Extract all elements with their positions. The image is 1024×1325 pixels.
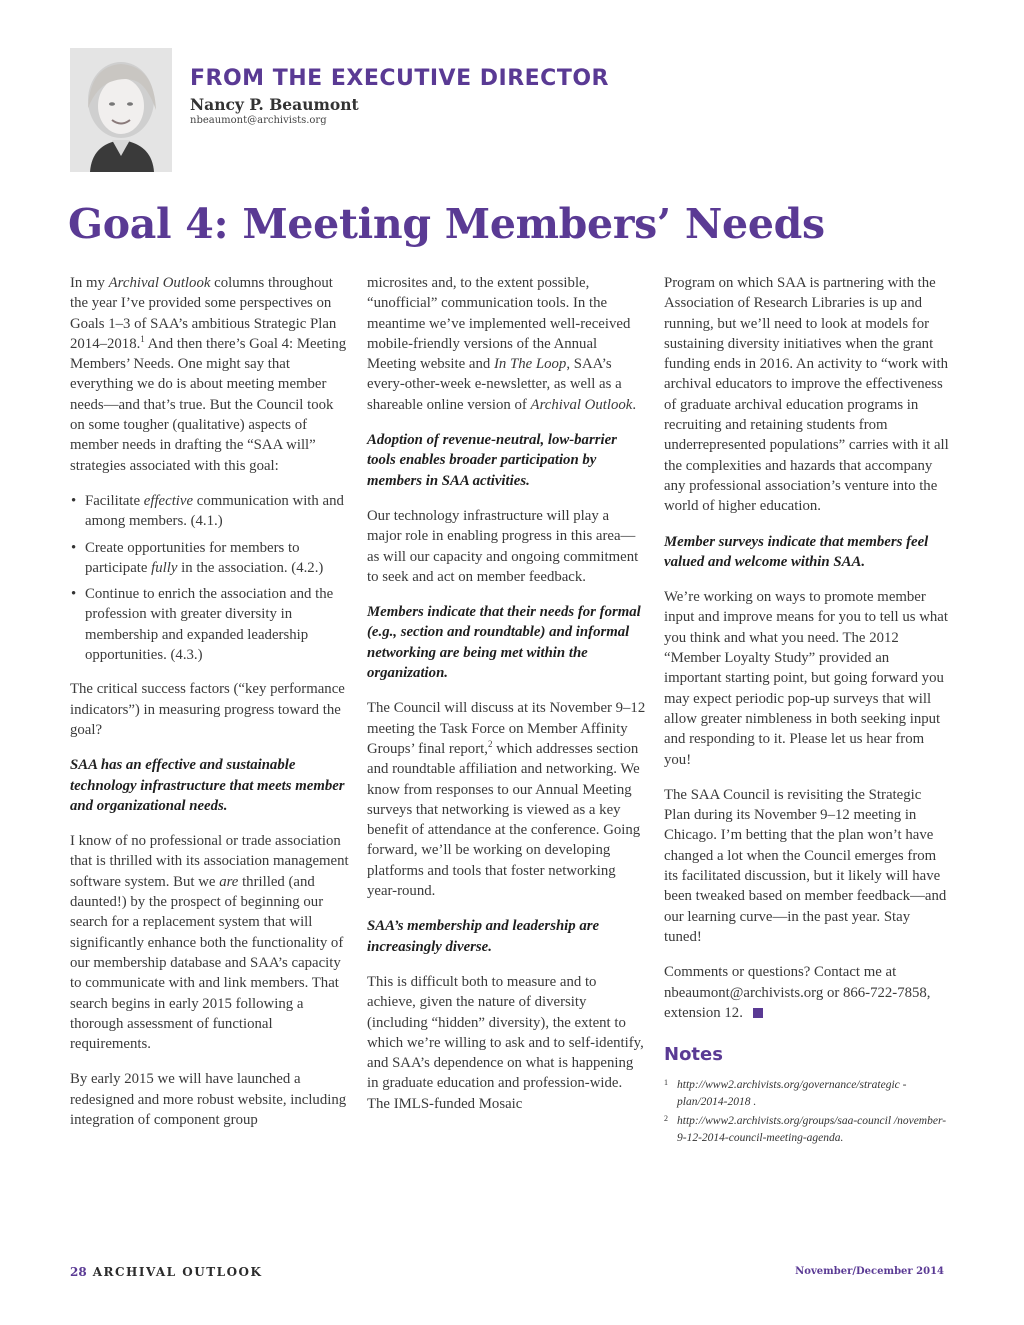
paragraph: The SAA Council is revisiting the Strategic Plan during its November 9–12 meeting in Chicago. I’m betting that the plan won’t have changed a lot when the Council emerges from its facilitated discussion, but it likely will have been tweaked based on member feedback—and our learning curve—in the past year. Stay tuned! xyxy=(664,786,947,945)
footer-left xyxy=(70,1265,262,1279)
paragraph: The Council will discuss at its November 9–12 meeting the Task Force on Member Affinity Groups’ final report,$^2$ which addresses section and roundtable affiliation and networking. We know from responses to our Annual Meeting surveys that networking is viewed as a key benefit of attendance at the conference. Going forward, we’ll be working on developing platforms and tools that foster networking year-round. xyxy=(367,700,646,900)
paragraph: In my Archival Outlook columns throughout the year I’ve provided some perspectives on Goals 1–3 of SAA’s ambitious Strategic Plan 2014–2018.$^1$ And then there’s Goal 4: Meeting Members’ Needs. One might say that everything we do is about meeting member needs—and that’s true. But the Council took on some tougher (qualitative) aspects of member needs in drafting the “SAA will” strategies associated with this goal: xyxy=(70,275,347,474)
author-name: Nancy P. Beaumont xyxy=(190,95,359,114)
list-item: • Create opportunities for members to participate fully in the association. (4.2.) xyxy=(70,538,350,579)
notes-heading: Notes xyxy=(664,1044,723,1066)
publication-name: ARCHIVAL OUTLOOK xyxy=(92,1265,263,1279)
column-2 xyxy=(367,273,647,1129)
author-photo xyxy=(70,48,172,172)
issue-date: November/December 2014 xyxy=(795,1266,944,1277)
column-1 xyxy=(70,273,350,1145)
author-email: nbeaumont@archivists.org xyxy=(190,115,327,126)
subheading: SAA’s membership and leadership are increasingly diverse. xyxy=(367,918,600,955)
page-number: 28 xyxy=(70,1265,87,1279)
paragraph: By early 2015 we will have launched a redesigned and more robust website, including integration of component group xyxy=(70,1071,347,1128)
goal-strategies-list xyxy=(70,491,350,665)
end-mark-icon xyxy=(753,1008,763,1018)
paragraph: Our technology infrastructure will play a major role in enabling progress in this area—as will our capacity and ongoing commitment to seek and act on member feedback. xyxy=(367,507,639,585)
paragraph: Program on which SAA is partnering with the Association of Research Libraries is up and running, but we’ll need to look at models for sustaining diversity initiatives when the grant funding ends in 2016. An activity to “work with archival educators to improve the effectiveness of graduate archival education programs in recruiting and retaining students from underrepresented populations” carries with it all the complexities and hazards that accompany any professional association’s venture into the world of higher education. xyxy=(664,275,949,515)
article-headline: Goal 4: Meeting Members’ Needs xyxy=(68,200,825,248)
paragraph: We’re working on ways to promote member input and improve means for you to tell us what you think and what you need. The 2012 “Member Loyalty Study” provided an important starting point, but going forward you may expect periodic pop-up surveys that will allow greater nimbleness in both seeking input and responding to it. Please let us hear from you! xyxy=(664,589,948,768)
list-item: • Facilitate effective communication with and among members. (4.1.) xyxy=(70,491,350,532)
footnote: 2 http://www2.archivists.org/groups/saa-council /november-9-12-2014-council-meeting-agenda. xyxy=(664,1114,947,1145)
subheading: Members indicate that their needs for formal (e.g., section and roundtable) and informal networking are being met within the organization. xyxy=(367,604,641,682)
subheading: Member surveys indicate that members feel valued and welcome within SAA. xyxy=(664,533,929,570)
footnote-link[interactable]: http://www2.archivists.org/groups/saa-council /november-9-12-2014-council-meeting-agenda. xyxy=(677,1115,947,1145)
subheading: SAA has an effective and sustainable technology infrastructure that meets member and organizational needs. xyxy=(70,757,345,814)
paragraph: microsites and, to the extent possible, “unofficial” communication tools. In the meantime we’ve implemented well-received mobile-friendly versions of the Annual Meeting website and In The Loop, SAA’s every-other-week e-newsletter, as well as a shareable online version of Archival Outlook. xyxy=(367,275,637,413)
footnote-ref: 1 xyxy=(140,333,145,344)
section-title: FROM THE EXECUTIVE DIRECTOR xyxy=(190,66,609,91)
paragraph: I know of no professional or trade association that is thrilled with its association management software system. But we are thrilled (and daunted!) by the prospect of beginning our search for a replacement system that will significantly enhance both the functionality of our membership database and SAA’s capacity to communicate with and link members. That search begins in early 2015 following a thorough assessment of functional requirements. xyxy=(70,833,349,1053)
contact-paragraph: Comments or questions? Contact me at nbeaumont@archivists.org or 866-722-7858, extension 12. xyxy=(664,964,931,1021)
subheading: Adoption of revenue-neutral, low-barrier tools enables broader participation by members in SAA activities. xyxy=(367,432,617,489)
footnote-ref: 2 xyxy=(487,739,493,750)
footnote: 1 http://www2.archivists.org/governance/strategic -plan/2014-2018 . xyxy=(664,1078,907,1109)
column-3 xyxy=(664,273,950,1149)
footnote-link[interactable]: http://www2.archivists.org/governance/strategic -plan/2014-2018 . xyxy=(677,1079,907,1109)
paragraph: The critical success factors (“key performance indicators”) in measuring progress toward the goal? xyxy=(70,681,345,738)
paragraph: This is difficult both to measure and to achieve, given the nature of diversity (including “hidden” diversity), the extent to which we’re willing to ask and to self-identify, and SAA’s dependence on what is happening in graduate education and profession-wide. The IMLS-funded Mosaic xyxy=(367,973,644,1112)
list-item: • Continue to enrich the association and the profession with greater diversity in membership and expanded leadership opportunities. (4.3.) xyxy=(70,584,350,665)
